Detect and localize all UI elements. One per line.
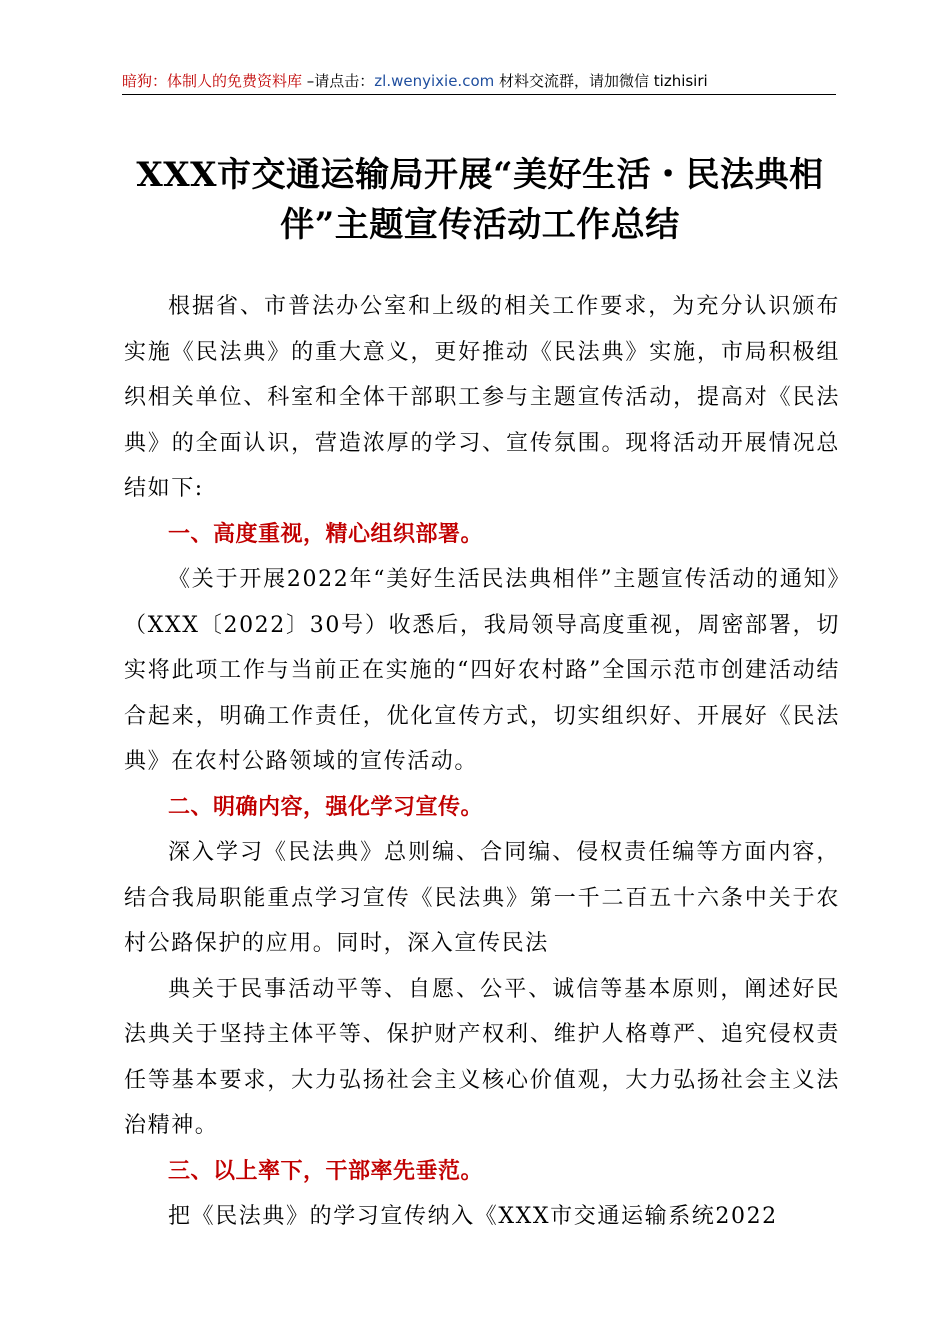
section-1-paragraph: 《关于开展2022年“美好生活民法典相伴”主题宣传活动的通知》（XXX〔2022〕30号）收悉后，我局领导高度重视，周密部署，切实将此项工作与当前正在实施的“四好农村路”全国示范市创建活动结合起来，明确工作责任，优化宣传方式，切实组织好、开展好《民法典》在农村公路领域的宣传活动。 [124,567,840,774]
page-header [122,68,836,94]
header-divider [122,94,836,95]
section-3-paragraph: 把《民法典》的学习宣传纳入《XXX市交通运输系统2022 [168,1204,778,1229]
document-body [124,284,840,1240]
section-2-paragraph-2: 典关于民事活动平等、自愿、公平、诚信等基本原则，阐述好民法典关于坚持主体平等、保护财产权利、维护人格尊严、追究侵权责任等基本要求，大力弘扬社会主义核心价值观，大力弘扬社会主义法治精神。 [124,976,840,1138]
header-site-name: 暗狗：体制人的免费资料库 [122,72,303,90]
document-title: XXX市交通运输局开展“美好生活・民法典相伴”主题宣传活动工作总结 [136,155,824,245]
header-click-prompt: –请点击： [302,72,375,90]
section-3-heading: 三、以上率下，干部率先垂范。 [168,1158,484,1184]
section-1-heading: 一、高度重视，精心组织部署。 [168,521,484,547]
section-2-paragraph-1: 深入学习《民法典》总则编、合同编、侵权责任编等方面内容，结合我局职能重点学习宣传《民法典》第一千二百五十六条中关于农村公路保护的应用。同时，深入宣传民法 [124,840,840,956]
section-2-heading: 二、明确内容，强化学习宣传。 [168,794,484,820]
intro-paragraph: 根据省、市普法办公室和上级的相关工作要求，为充分认识颁布实施《民法典》的重大意义，更好推动《民法典》实施，市局积极组织相关单位、科室和全体干部职工参与主题宣传活动，提高对《民法典》的全面认识，营造浓厚的学习、宣传氛围。现将活动开展情况总结如下: [124,294,840,501]
header-contact: 材料交流群，请加微信 tizhisiri [494,72,708,90]
header-link[interactable]: zl.wenyixie.com [374,72,495,90]
